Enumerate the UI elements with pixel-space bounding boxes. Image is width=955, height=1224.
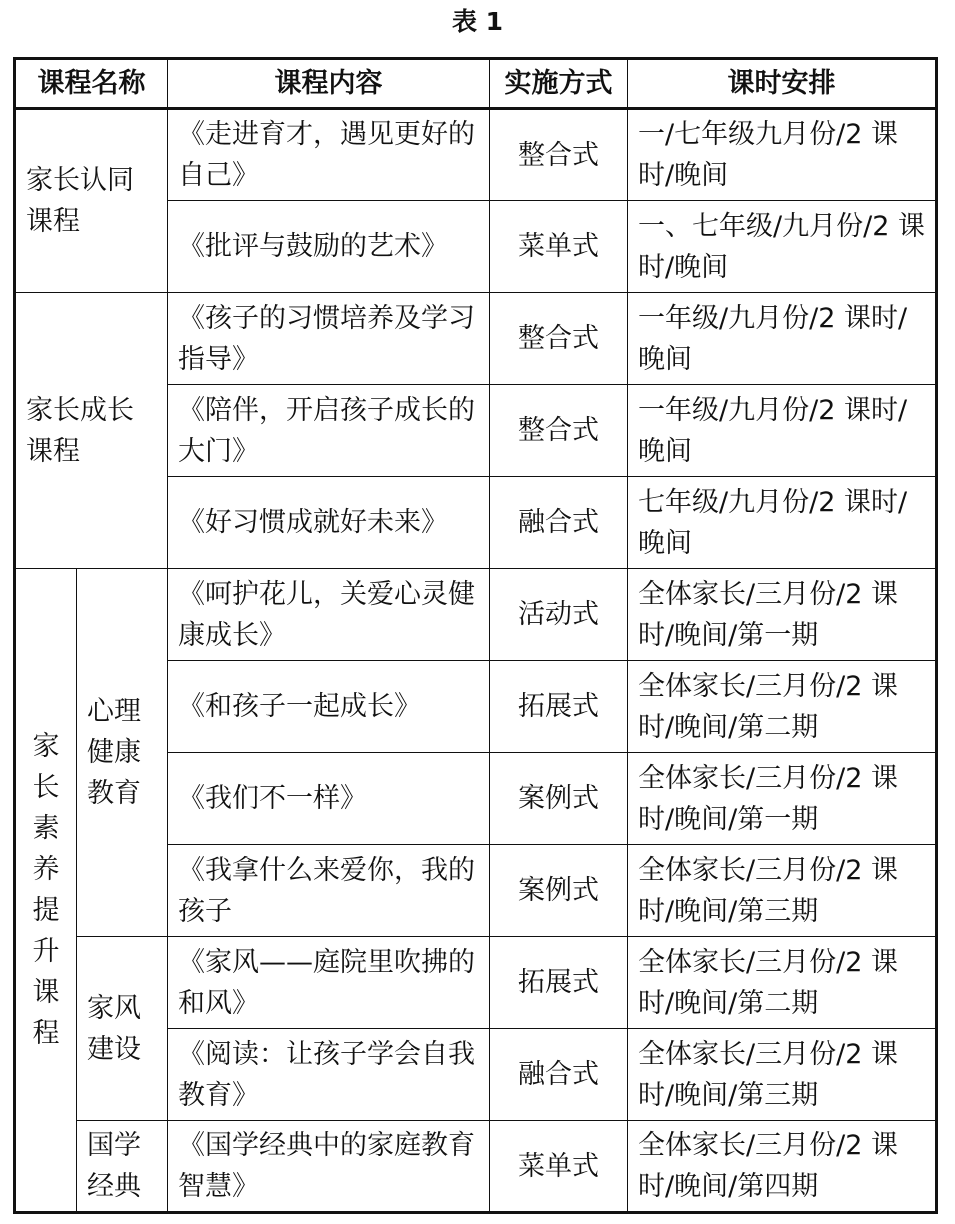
group-literacy-char: 升 [32,936,60,967]
group-literacy-char: 家 [32,731,60,762]
method-cell: 活动式 [490,569,628,661]
header-method: 实施方式 [490,59,628,109]
group-literacy-char: 素 [32,813,60,844]
method-cell: 整合式 [490,385,628,477]
header-row [15,59,937,109]
subgroup-classics: 国学经典 [77,1121,168,1213]
schedule-cell: 一/七年级九月份/2 课时/晚间 [628,109,937,201]
method-cell: 拓展式 [490,661,628,753]
method-cell: 融合式 [490,1029,628,1121]
group-growth: 家长成长课程 [15,293,168,569]
table-row [15,1121,937,1213]
method-cell: 案例式 [490,845,628,937]
group-literacy-char: 长 [32,772,60,803]
schedule-cell: 七年级/九月份/2 课时/晚间 [628,477,937,569]
course-table [13,57,938,1214]
schedule-cell: 全体家长/三月份/2 课时/晚间/第三期 [628,1029,937,1121]
content-cell: 《呵护花儿，关爱心灵健康成长》 [168,569,490,661]
schedule-cell: 一年级/九月份/2 课时/晚间 [628,385,937,477]
schedule-cell: 一、七年级/九月份/2 课时/晚间 [628,201,937,293]
table-row [15,937,937,1029]
method-cell: 案例式 [490,753,628,845]
table-row [15,293,937,385]
content-cell: 《好习惯成就好未来》 [168,477,490,569]
subgroup-family-style: 家风建设 [77,937,168,1121]
method-cell: 融合式 [490,477,628,569]
group-literacy [15,569,77,1213]
group-literacy-char: 养 [32,854,60,885]
table-row [15,569,937,661]
method-cell: 菜单式 [490,1121,628,1213]
method-cell: 拓展式 [490,937,628,1029]
schedule-cell: 全体家长/三月份/2 课时/晚间/第二期 [628,937,937,1029]
table-caption: 表 1 [451,7,504,36]
group-literacy-char: 课 [32,977,60,1008]
schedule-cell: 全体家长/三月份/2 课时/晚间/第二期 [628,661,937,753]
content-cell: 《国学经典中的家庭教育智慧》 [168,1121,490,1213]
method-cell: 整合式 [490,293,628,385]
content-cell: 《陪伴，开启孩子成长的大门》 [168,385,490,477]
method-cell: 菜单式 [490,201,628,293]
schedule-cell: 全体家长/三月份/2 课时/晚间/第一期 [628,569,937,661]
schedule-cell: 全体家长/三月份/2 课时/晚间/第四期 [628,1121,937,1213]
content-cell: 《批评与鼓励的艺术》 [168,201,490,293]
content-cell: 《孩子的习惯培养及学习指导》 [168,293,490,385]
content-cell: 《家风——庭院里吹拂的和风》 [168,937,490,1029]
content-cell: 《阅读：让孩子学会自我教育》 [168,1029,490,1121]
schedule-cell: 全体家长/三月份/2 课时/晚间/第三期 [628,845,937,937]
subgroup-mental-health: 心理健康教育 [77,569,168,937]
header-course-content: 课程内容 [168,59,490,109]
content-cell: 《我拿什么来爱你，我的孩子 [168,845,490,937]
table-row [15,109,937,201]
header-schedule: 课时安排 [628,59,937,109]
content-cell: 《我们不一样》 [168,753,490,845]
content-cell: 《和孩子一起成长》 [168,661,490,753]
header-course-name: 课程名称 [15,59,168,109]
group-literacy-char: 程 [32,1018,60,1049]
content-cell: 《走进育才，遇见更好的自己》 [168,109,490,201]
method-cell: 整合式 [490,109,628,201]
group-literacy-char: 提 [32,895,60,926]
group-identity: 家长认同课程 [15,109,168,293]
schedule-cell: 一年级/九月份/2 课时/晚间 [628,293,937,385]
schedule-cell: 全体家长/三月份/2 课时/晚间/第一期 [628,753,937,845]
